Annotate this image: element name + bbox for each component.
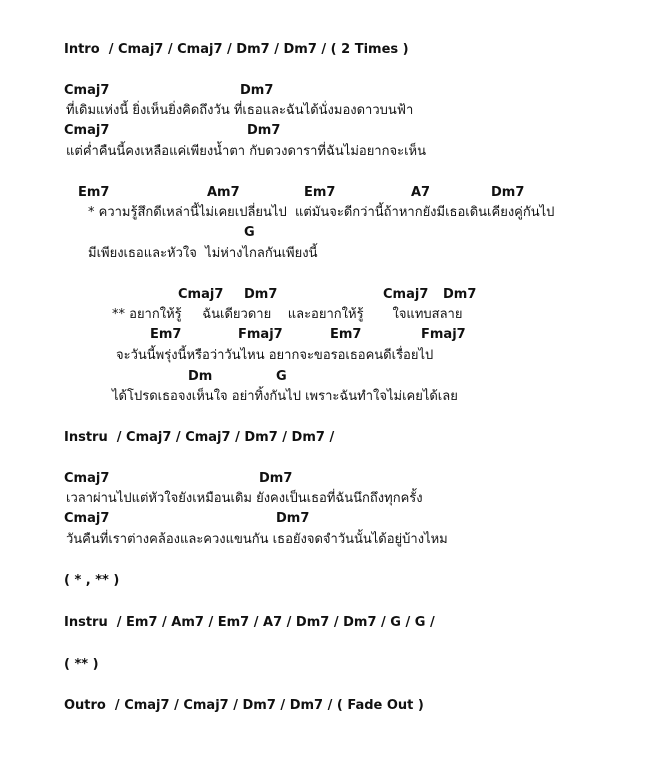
chord: Cmaj7	[64, 83, 110, 98]
chord: Em7	[150, 327, 182, 342]
chord: Cmaj7	[178, 287, 224, 302]
chord: Em7	[78, 185, 110, 200]
chord: G	[244, 225, 255, 240]
repeat-marker: ( * , ** )	[64, 573, 120, 588]
chord: Em7	[304, 185, 336, 200]
chord: Cmaj7	[64, 471, 110, 486]
chord: A7	[411, 185, 431, 200]
lyric-line: จะวันนี้พรุ่งนี้หรือว่าวันไหน อยากจะขอรอเธอคนดีเรื่อยไป	[116, 348, 434, 363]
outro-line: Outro / Cmaj7 / Cmaj7 / Dm7 / Dm7 / ( Fade Out )	[64, 698, 424, 713]
chord: Cmaj7	[383, 287, 429, 302]
lyric-line: วันคืนที่เราต่างคล้องและควงแขนกัน เธอยังจดจำวันนั้นได้อยู่บ้างไหม	[66, 532, 448, 547]
chord: Am7	[207, 185, 240, 200]
chord: Dm	[188, 369, 213, 384]
instrumental-line: Instru / Cmaj7 / Cmaj7 / Dm7 / Dm7 /	[64, 430, 335, 445]
chord: Fmaj7	[421, 327, 466, 342]
chord: Dm7	[443, 287, 477, 302]
chord: Dm7	[259, 471, 293, 486]
repeat-marker: ( ** )	[64, 657, 99, 672]
intro-line: Intro / Cmaj7 / Cmaj7 / Dm7 / Dm7 / ( 2 Times )	[64, 42, 409, 57]
lyric-line: เวลาผ่านไปแต่หัวใจยังเหมือนเดิม ยังคงเป็นเธอที่ฉันนึกถึงทุกครั้ง	[66, 491, 423, 506]
lyric-line: ** อยากให้รู้ ฉันเดียวดาย และอยากให้รู้ ใจแทบสลาย	[112, 307, 463, 322]
chord: Dm7	[247, 123, 281, 138]
chord: Cmaj7	[64, 123, 110, 138]
lyric-line: ที่เดิมแห่งนี้ ยิ่งเห็นยิ่งคิดถึงวัน ที่เธอและฉันได้นั่งมองดาวบนฟ้า	[66, 103, 414, 118]
lyric-line: แต่ค่ำคืนนี้คงเหลือแค่เพียงน้ำตา กับดวงดาราที่ฉันไม่อยากจะเห็น	[66, 144, 426, 159]
chord: G	[276, 369, 287, 384]
lyric-line: * ความรู้สึกดีเหล่านี้ไม่เคยเปลี่ยนไป แต่มันจะดีกว่านี้ถ้าหากยังมีเธอเดินเคียงคู่กันไป	[88, 205, 555, 220]
chord: Dm7	[240, 83, 274, 98]
chord: Dm7	[244, 287, 278, 302]
chord: Dm7	[276, 511, 310, 526]
lyric-line: มีเพียงเธอและหัวใจ ไม่ห่างไกลกันเพียงนี้	[88, 246, 318, 261]
chord: Cmaj7	[64, 511, 110, 526]
chord: Em7	[330, 327, 362, 342]
chord: Fmaj7	[238, 327, 283, 342]
instrumental-line: Instru / Em7 / Am7 / Em7 / A7 / Dm7 / Dm7 / G / G /	[64, 615, 435, 630]
chord: Dm7	[491, 185, 525, 200]
lyric-line: ได้โปรดเธอจงเห็นใจ อย่าทิ้งกันไป เพราะฉันทำใจไม่เคยได้เลย	[112, 389, 458, 404]
